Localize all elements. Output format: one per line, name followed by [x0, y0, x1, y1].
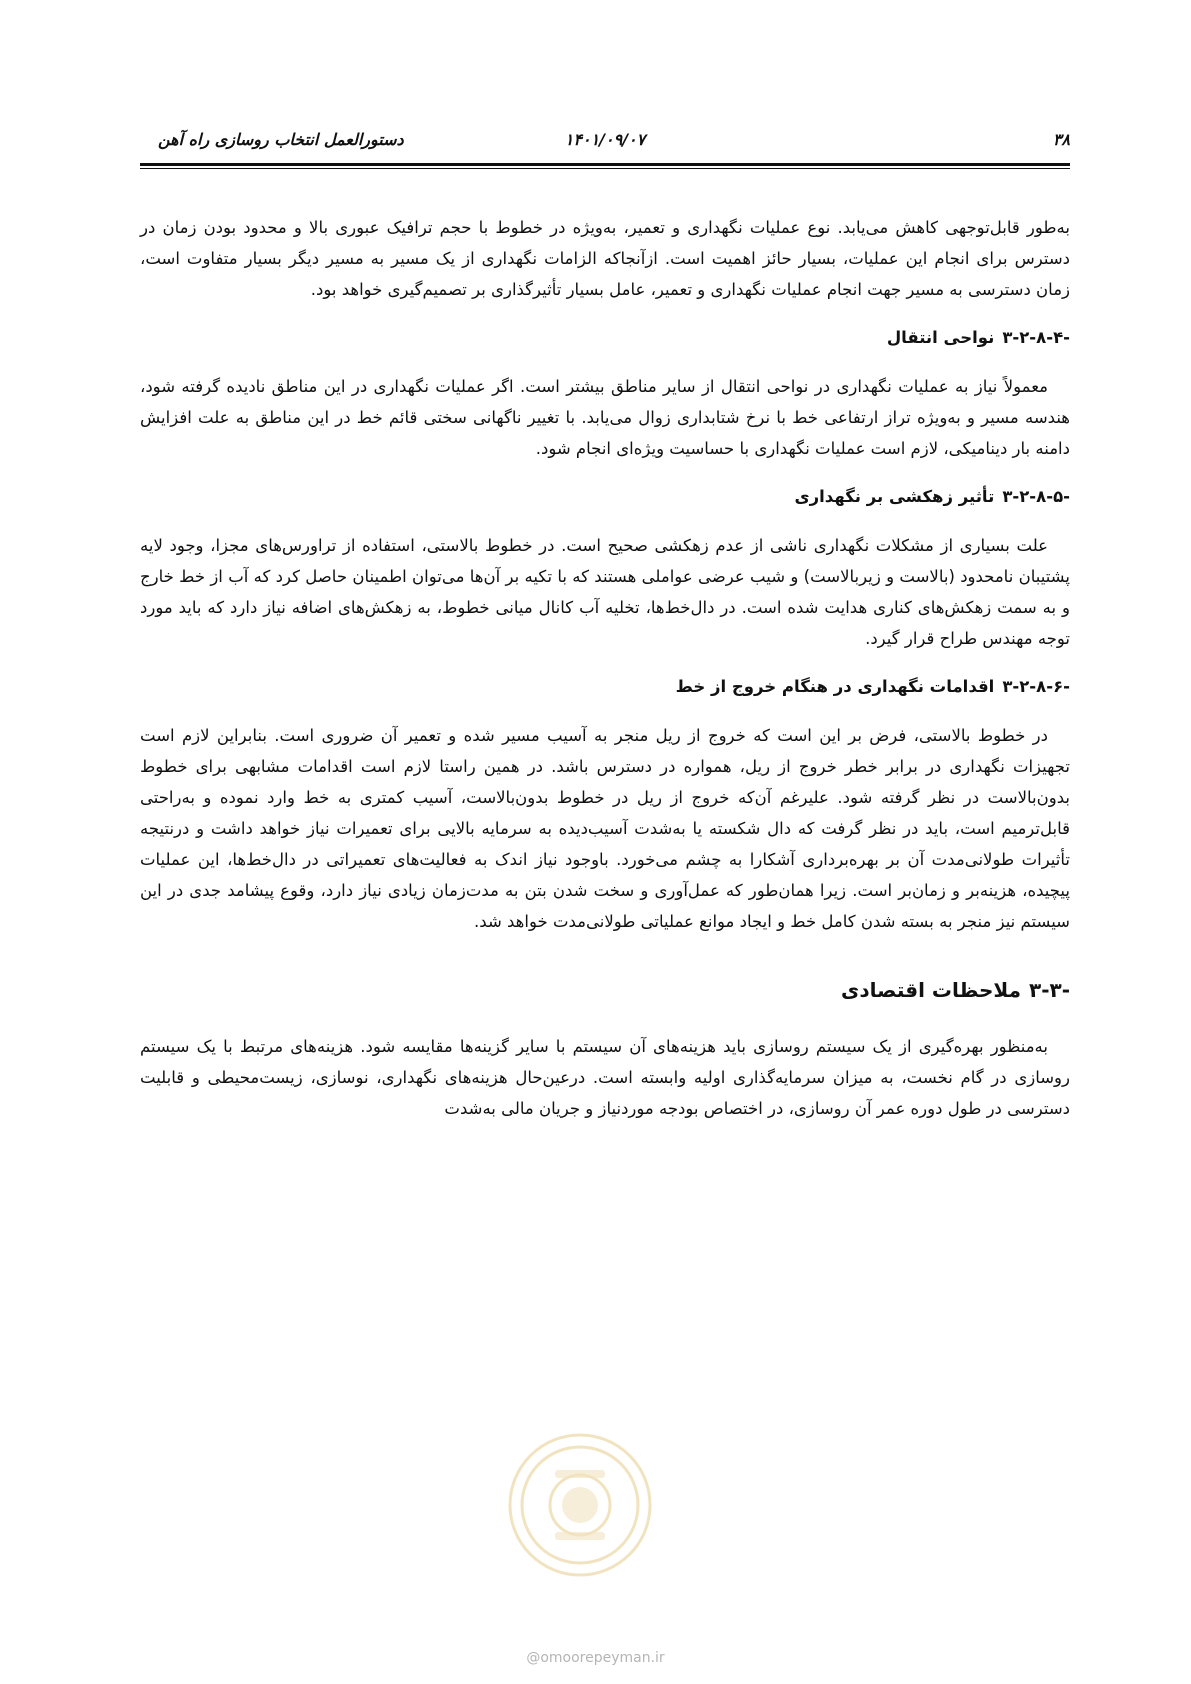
header-title: دستورالعمل انتخاب روسازی راه آهن — [158, 130, 404, 149]
heading-drainage — [140, 482, 1070, 512]
heading-number: ۳-۲-۸-۴- — [1002, 328, 1070, 347]
heading-text: ملاحظات اقتصادی — [841, 978, 1021, 1002]
document-body — [140, 212, 1070, 1142]
heading-text: اقدامات نگهداری در هنگام خروج از خط — [675, 677, 995, 696]
header-rule-thin — [140, 168, 1070, 169]
header-rule-thick — [140, 163, 1070, 166]
heading-economic-considerations — [140, 973, 1070, 1007]
heading-number: ۳-۳- — [1028, 978, 1070, 1002]
watermark-seal-icon — [500, 1410, 660, 1600]
paragraph-5: به‌منظور بهره‌گیری از یک سیستم روسازی باید هزینه‌های آن سیستم با سایر گزینه‌ها مقایسه شود. هزینه‌های مرتبط با یک سیستم روسازی در گام نخست، به میزان سرمایه‌گذاری اولیه وابسته است. درعین‌حال هزینه‌های نگهداری، نوسازی، زیست‌محیطی و قابلیت دسترسی در طول دوره عمر آن روسازی، در اختصاص بودجه موردنیاز و جریان مالی به‌شدت — [140, 1037, 1070, 1118]
heading-transition-zones — [140, 323, 1070, 353]
paragraph-2: معمولاً نیاز به عملیات نگهداری در نواحی انتقال از سایر مناطق بیشتر است. اگر عملیات نگهداری در این مناطق نادیده گرفته شود، هندسه مسیر و به‌ویژه تراز ارتفاعی خط با نرخ شتابداری زوال می‌یابد. با تغییر ناگهانی سختی قائم خط در این مناطق به علت افزایش دامنه بار دینامیکی، لازم است عملیات نگهداری با حساسیت ویژه‌ای انجام شود. — [140, 377, 1070, 458]
watermark-text: @omoorepeyman.ir — [526, 1650, 665, 1666]
paragraph-3: علت بسیاری از مشکلات نگهداری ناشی از عدم زهکشی صحیح است. در خطوط بالاستی، استفاده از تراورس‌های مجزا، وجود لایه پشتیبان نامحدود (بالاست و زیربالاست) و شیب عرضی عواملی هستند که با تکیه بر آن‌ها می‌توان اطمینان حاصل کرد که آب از خط خارج و به سمت زهکش‌های کناری هدایت شده است. در دال‌خط‌ها، تخلیه آب کانال میانی خطوط، به زهکش‌های اضافه نیاز دارد که باید مورد توجه مهندس طراح قرار گیرد. — [140, 536, 1070, 648]
header-date: ۱۴۰۱/۰۹/۰۷ — [564, 130, 646, 149]
paragraph-4: در خطوط بالاستی، فرض بر این است که خروج از ریل منجر به آسیب مسیر شده و تعمیر آن ضروری است. بنابراین لازم است تجهیزات نگهداری در برابر خطر خروج از ریل، همواره در دسترس باشد. در همین راستا لازم است اقدامات مشابهی برای خطوط بدون‌بالاست در نظر گرفته شود. علیرغم آن‌که خروج از ریل در خطوط بدون‌بالاست، آسیب کمتری به خط وارد نموده و به‌راحتی قابل‌ترمیم است، باید در نظر گرفت که دال شکسته یا به‌شدت آسیب‌دیده به سرمایه بالایی برای تعمیرات نیاز خواهد داشت و درنتیجه تأثیرات طولانی‌مدت آن بر بهره‌برداری آشکارا به چشم می‌خورد. باوجود نیاز اندک به فعالیت‌های تعمیراتی در دال‌خط‌ها، این عملیات پیچیده، هزینه‌بر و زمان‌بر است. زیرا همان‌طور که عمل‌آوری و سخت شدن بتن به مدت‌زمان زیادی نیاز دارد، وقوع پیشامد جدی در این سیستم نیز منجر به بسته شدن کامل خط و ایجاد موانع عملیاتی طولانی‌مدت خواهد شد. — [140, 726, 1070, 931]
page-header — [140, 126, 1070, 162]
heading-number: ۳-۲-۸-۶- — [1002, 677, 1070, 696]
heading-text: تأثیر زهکشی بر نگهداری — [794, 487, 995, 506]
heading-number: ۳-۲-۸-۵- — [1002, 487, 1070, 506]
heading-text: نواحی انتقال — [886, 328, 995, 347]
page-number: ۳۸ — [1052, 130, 1070, 149]
heading-derailment — [140, 672, 1070, 702]
paragraph-1: به‌طور قابل‌توجهی کاهش می‌یابد. نوع عملیات نگهداری و تعمیر، به‌ویژه در خطوط با حجم ترافیک عبوری بالا و محدود بودن زمان در دسترس برای انجام این عملیات، بسیار حائز اهمیت است. ازآنجاکه الزامات نگهداری از یک مسیر به مسیر دیگر بسیار متفاوت است، زمان دسترسی به مسیر جهت انجام عملیات نگهداری و تعمیر، عامل بسیار تأثیرگذاری بر تصمیم‌گیری خواهد بود. — [140, 218, 1070, 299]
